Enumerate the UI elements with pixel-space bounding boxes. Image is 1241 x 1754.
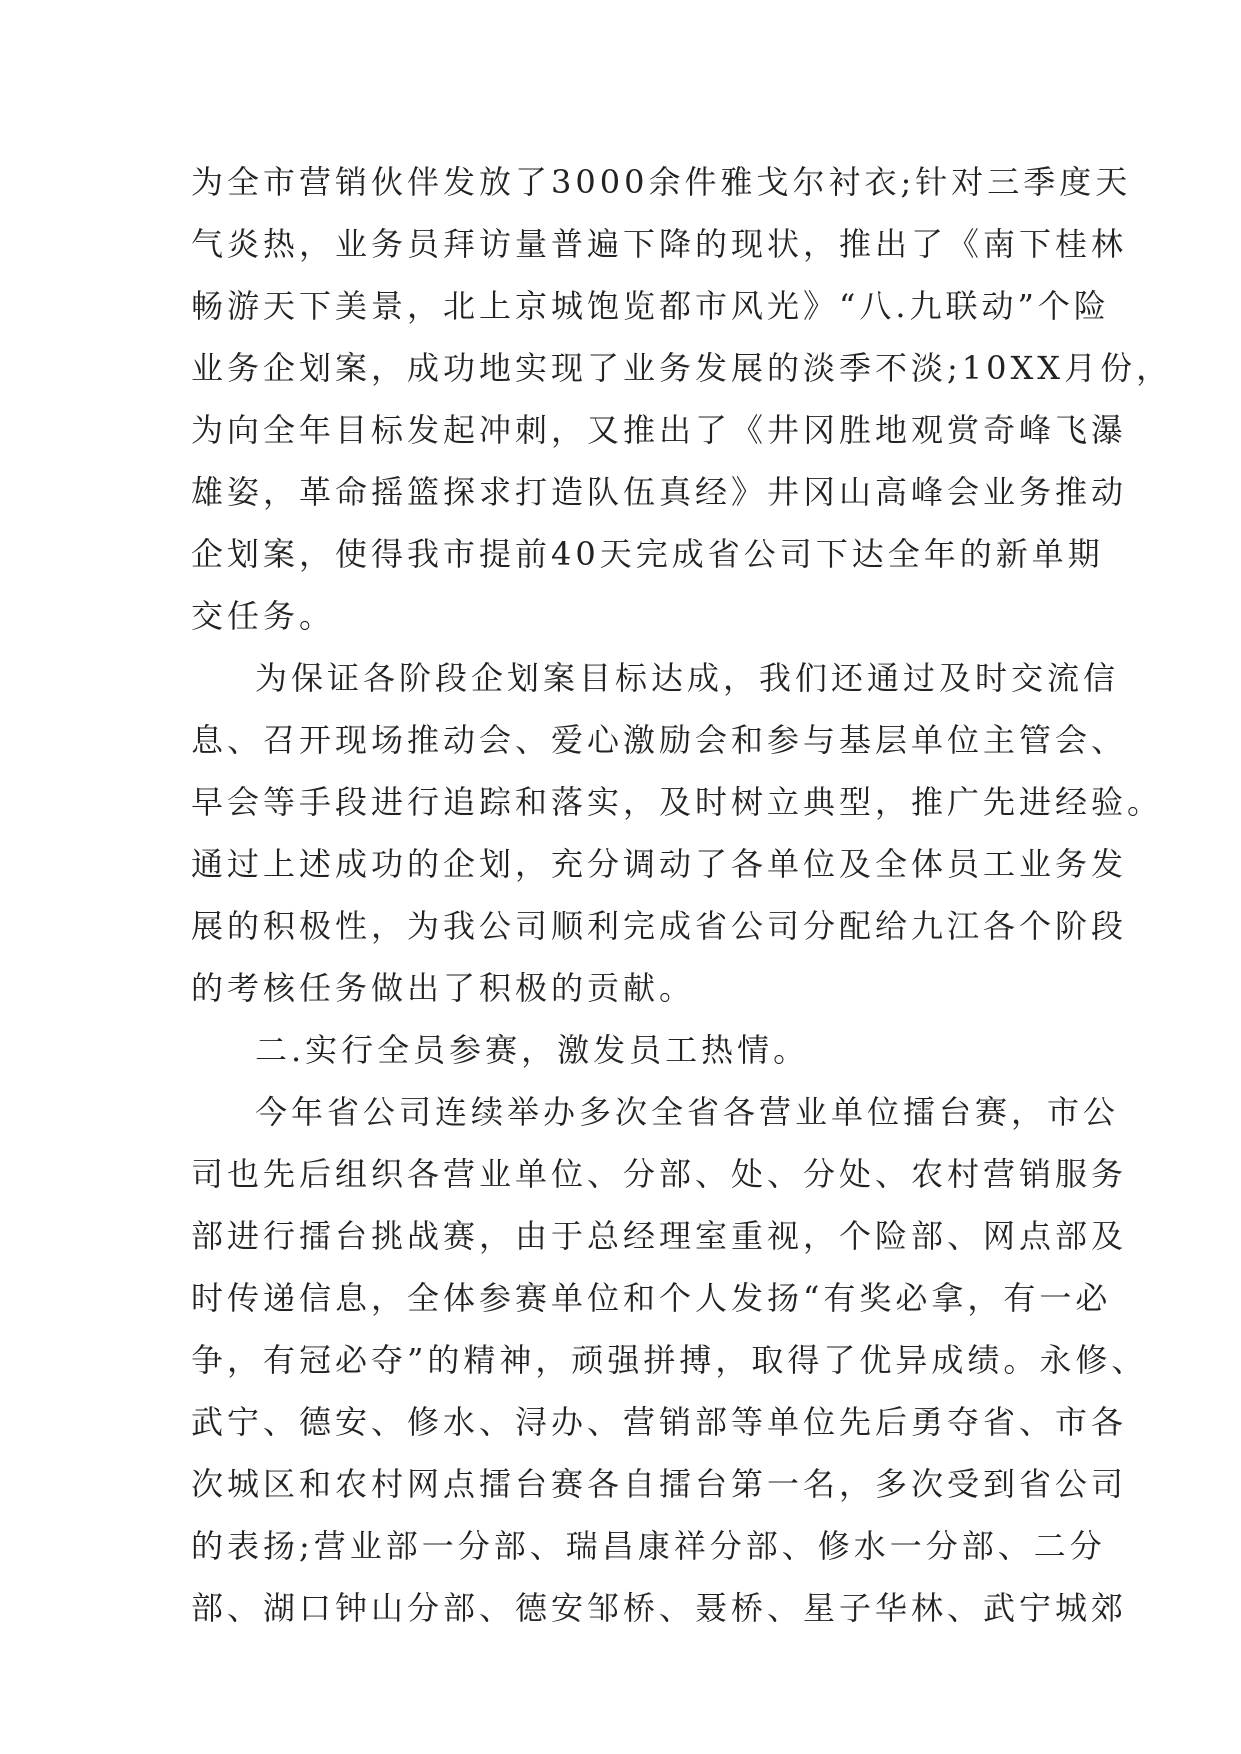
text-line: 气炎热，业务员拜访量普遍下降的现状，推出了《南下桂林 — [191, 225, 1128, 263]
text-line: 武宁、德安、修水、浔办、营销部等单位先后勇夺省、市各 — [191, 1403, 1128, 1441]
section-heading: 二.实行全员参赛，激发员工热情。 — [255, 1031, 810, 1069]
text-line: 雄姿，革命摇篮探求打造队伍真经》井冈山高峰会业务推动 — [191, 473, 1128, 511]
text-line: 为向全年目标发起冲刺，又推出了《井冈胜地观赏奇峰飞瀑 — [191, 411, 1128, 449]
text-line: 时传递信息，全体参赛单位和个人发扬“有奖必拿，有一必 — [191, 1279, 1112, 1317]
text-line: 畅游天下美景，北上京城饱览都市风光》“八.九联动”个险 — [191, 287, 1110, 325]
text-line: 争，有冠必夺”的精神，顽强拼搏，取得了优异成绩。永修、 — [191, 1341, 1148, 1379]
document-body — [191, 151, 1173, 1639]
paragraph-start-line: 为保证各阶段企划案目标达成，我们还通过及时交流信 — [255, 659, 1120, 697]
text-line: 业务企划案，成功地实现了业务发展的淡季不淡;10XX月份， — [191, 349, 1173, 387]
text-line: 早会等手段进行追踪和落实，及时树立典型，推广先进经验。 — [191, 783, 1164, 821]
text-line: 的考核任务做出了积极的贡献。 — [191, 969, 696, 1007]
text-line: 企划案，使得我市提前40天完成省公司下达全年的新单期 — [191, 535, 1104, 573]
text-line: 部、湖口钟山分部、德安邹桥、聂桥、星子华林、武宁城郊 — [191, 1589, 1128, 1627]
text-line: 的表扬;营业部一分部、瑞昌康祥分部、修水一分部、二分 — [191, 1527, 1106, 1565]
text-line: 通过上述成功的企划，充分调动了各单位及全体员工业务发 — [191, 845, 1128, 883]
text-line: 为全市营销伙伴发放了3000余件雅戈尔衬衣;针对三季度天 — [191, 163, 1132, 201]
text-line: 息、召开现场推动会、爱心激励会和参与基层单位主管会、 — [191, 721, 1128, 759]
text-line: 部进行擂台挑战赛，由于总经理室重视，个险部、网点部及 — [191, 1217, 1128, 1255]
text-line: 展的积极性，为我公司顺利完成省公司分配给九江各个阶段 — [191, 907, 1128, 945]
paragraph-start-line: 今年省公司连续举办多次全省各营业单位擂台赛，市公 — [255, 1093, 1120, 1131]
text-line: 次城区和农村网点擂台赛各自擂台第一名，多次受到省公司 — [191, 1465, 1128, 1503]
text-line: 交任务。 — [191, 597, 336, 635]
text-line: 司也先后组织各营业单位、分部、处、分处、农村营销服务 — [191, 1155, 1128, 1193]
